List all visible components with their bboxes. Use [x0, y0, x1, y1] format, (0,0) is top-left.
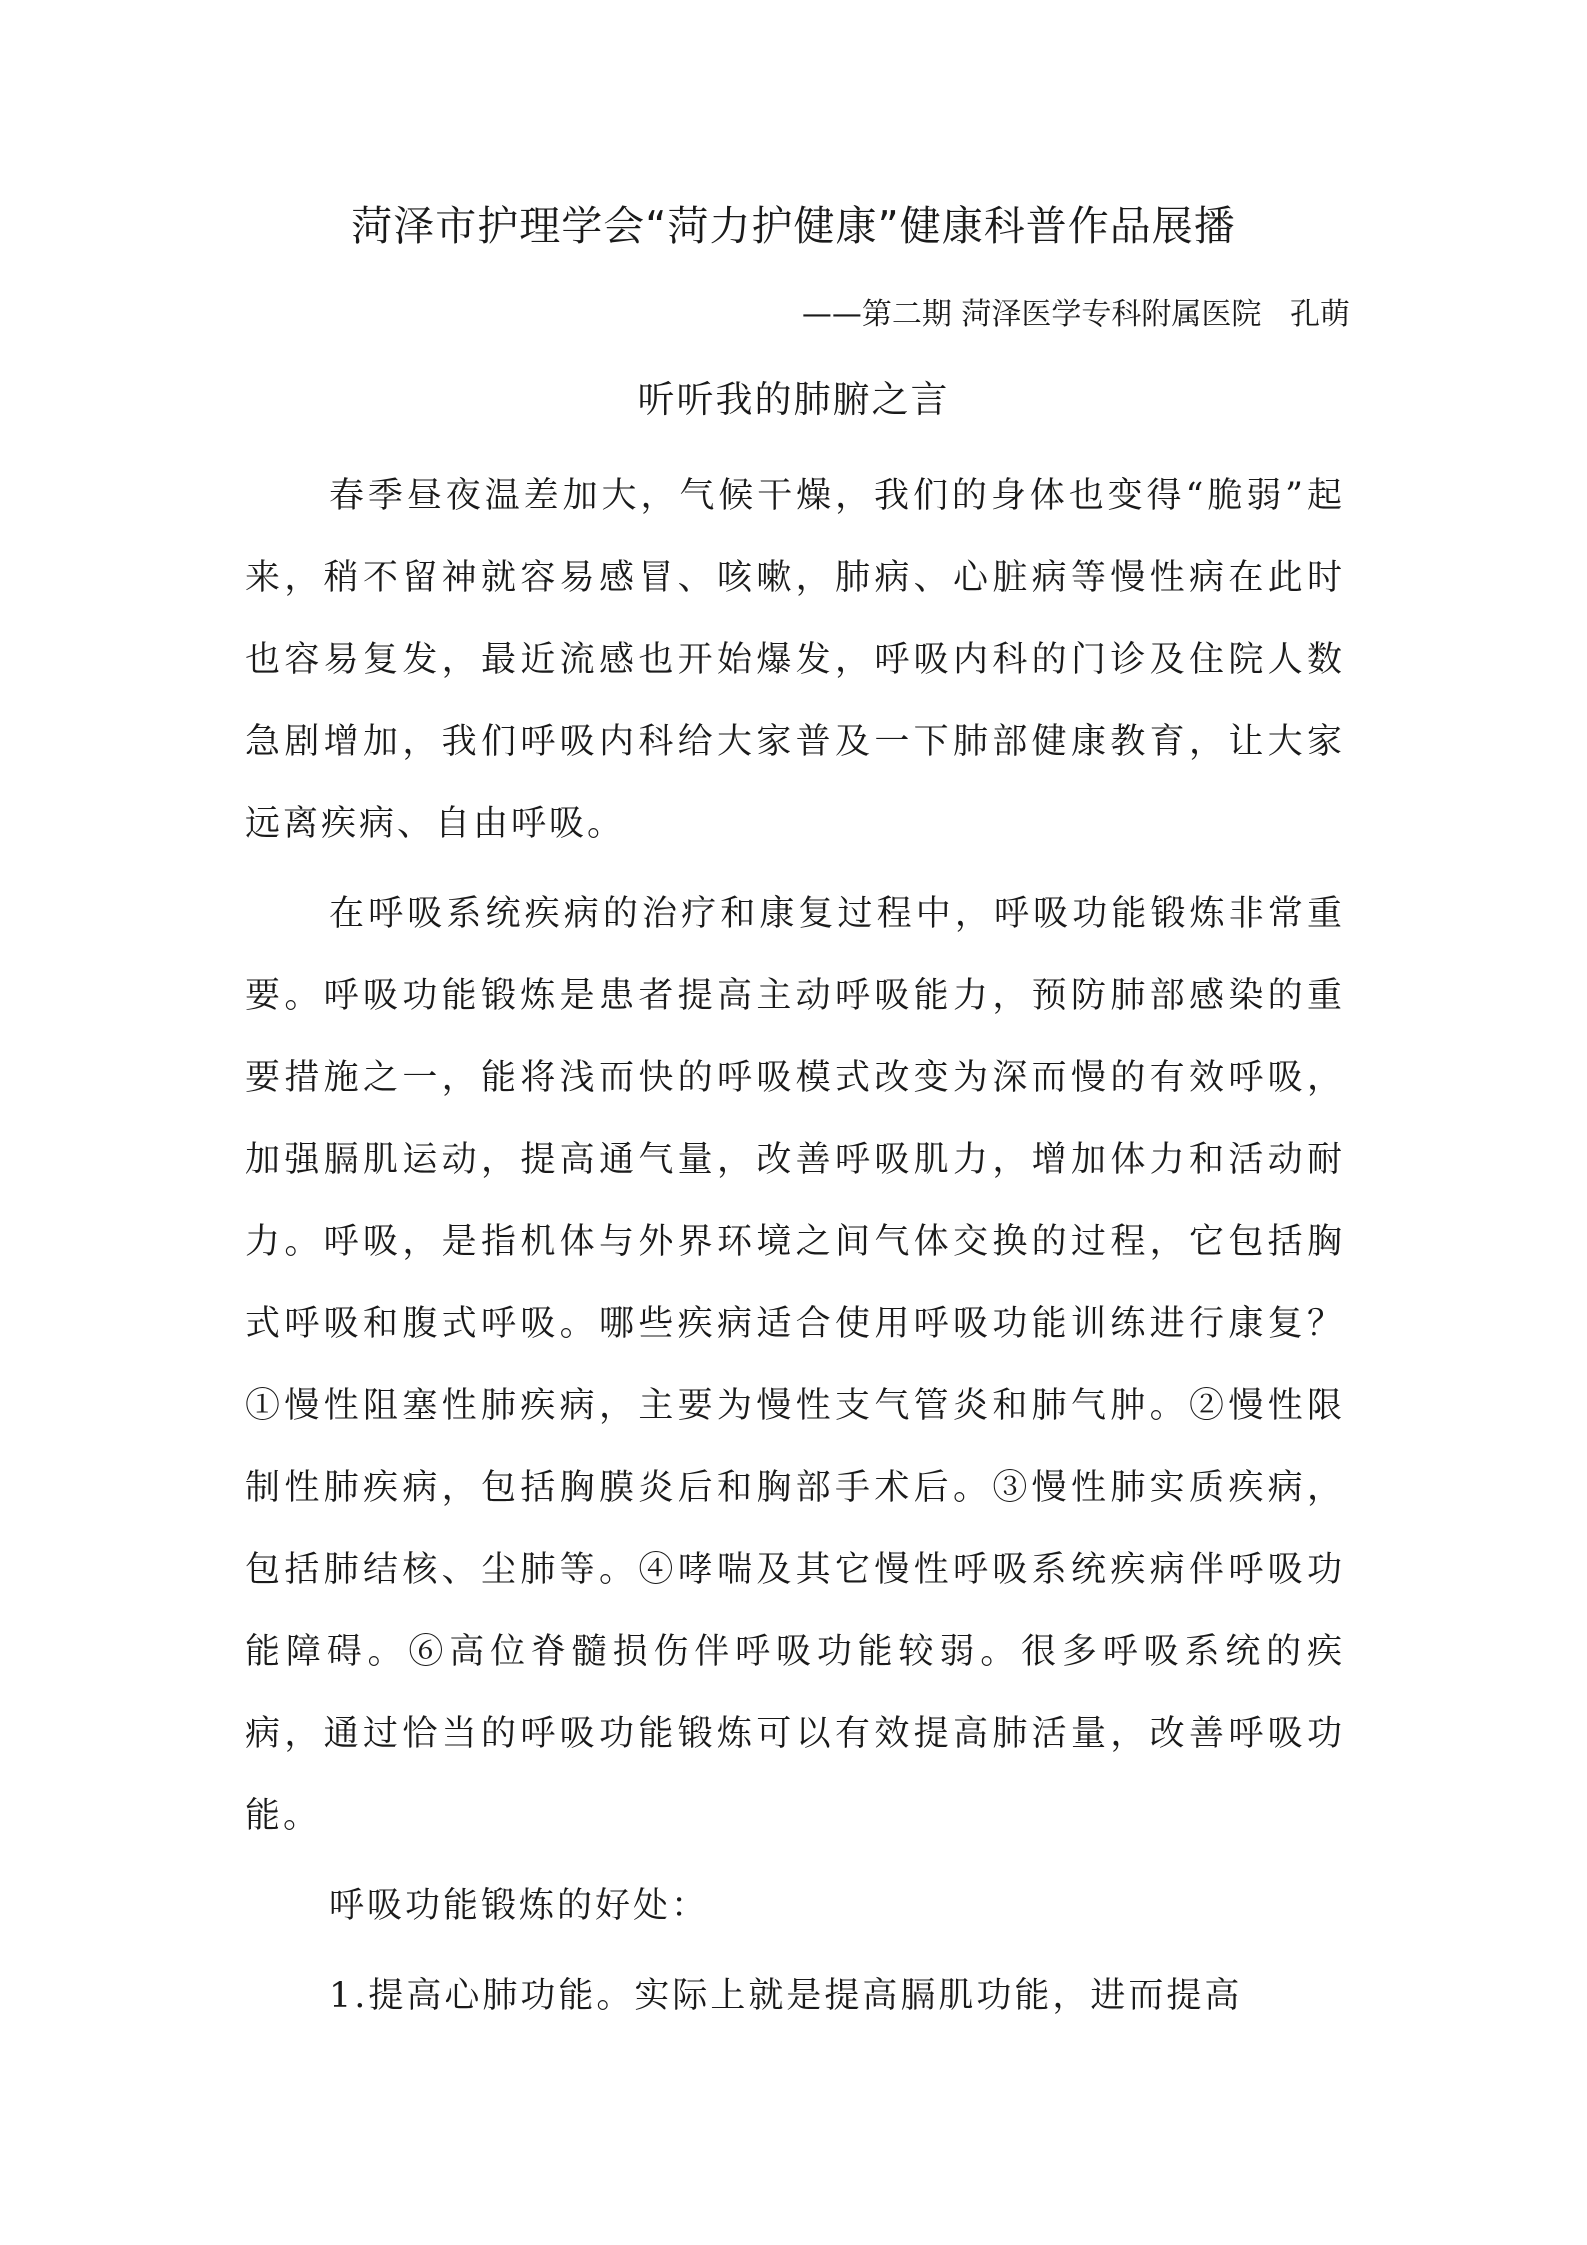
document-title: 菏泽市护理学会“菏力护健康”健康科普作品展播 — [351, 202, 1236, 250]
body-paragraph: 1.提高心肺功能。实际上就是提高膈肌功能，进而提高 — [329, 1976, 1243, 2016]
document-byline: ——第二期 菏泽医学专科附属医院 孔萌 — [801, 297, 1350, 332]
article-body — [245, 455, 1345, 2045]
body-paragraph: 春季昼夜温差加大，气候干燥，我们的身体也变得“脆弱”起来，稍不留神就容易感冒、咳嗽，肺病、心脏病等慢性病在此时也容易复发，最近流感也开始爆发，呼吸内科的门诊及住院人数急剧增加，我们呼吸内科给大家普及一下肺部健康教育，让大家远离疾病、自由呼吸。 — [245, 476, 1345, 844]
article-subtitle: 听听我的肺腑之言 — [637, 378, 950, 421]
body-paragraph: 在呼吸系统疾病的治疗和康复过程中，呼吸功能锻炼非常重要。呼吸功能锻炼是患者提高主动呼吸能力，预防肺部感染的重要措施之一，能将浅而快的呼吸模式改变为深而慢的有效呼吸，加强膈肌运动，提高通气量，改善呼吸肌力，增加体力和活动耐力。呼吸，是指机体与外界环境之间气体交换的过程，它包括胸式呼吸和腹式呼吸。哪些疾病适合使用呼吸功能训练进行康复？①慢性阻塞性肺疾病，主要为慢性支气管炎和肺气肿。②慢性限制性肺疾病，包括胸膜炎后和胸部手术后。③慢性肺实质疾病，包括肺结核、尘肺等。④哮喘及其它慢性呼吸系统疾病伴呼吸功能障碍。⑥高位脊髓损伤伴呼吸功能较弱。很多呼吸系统的疾病，通过恰当的呼吸功能锻炼可以有效提高肺活量，改善呼吸功能。 — [245, 894, 1345, 1836]
body-paragraph: 呼吸功能锻炼的好处： — [329, 1886, 710, 1926]
